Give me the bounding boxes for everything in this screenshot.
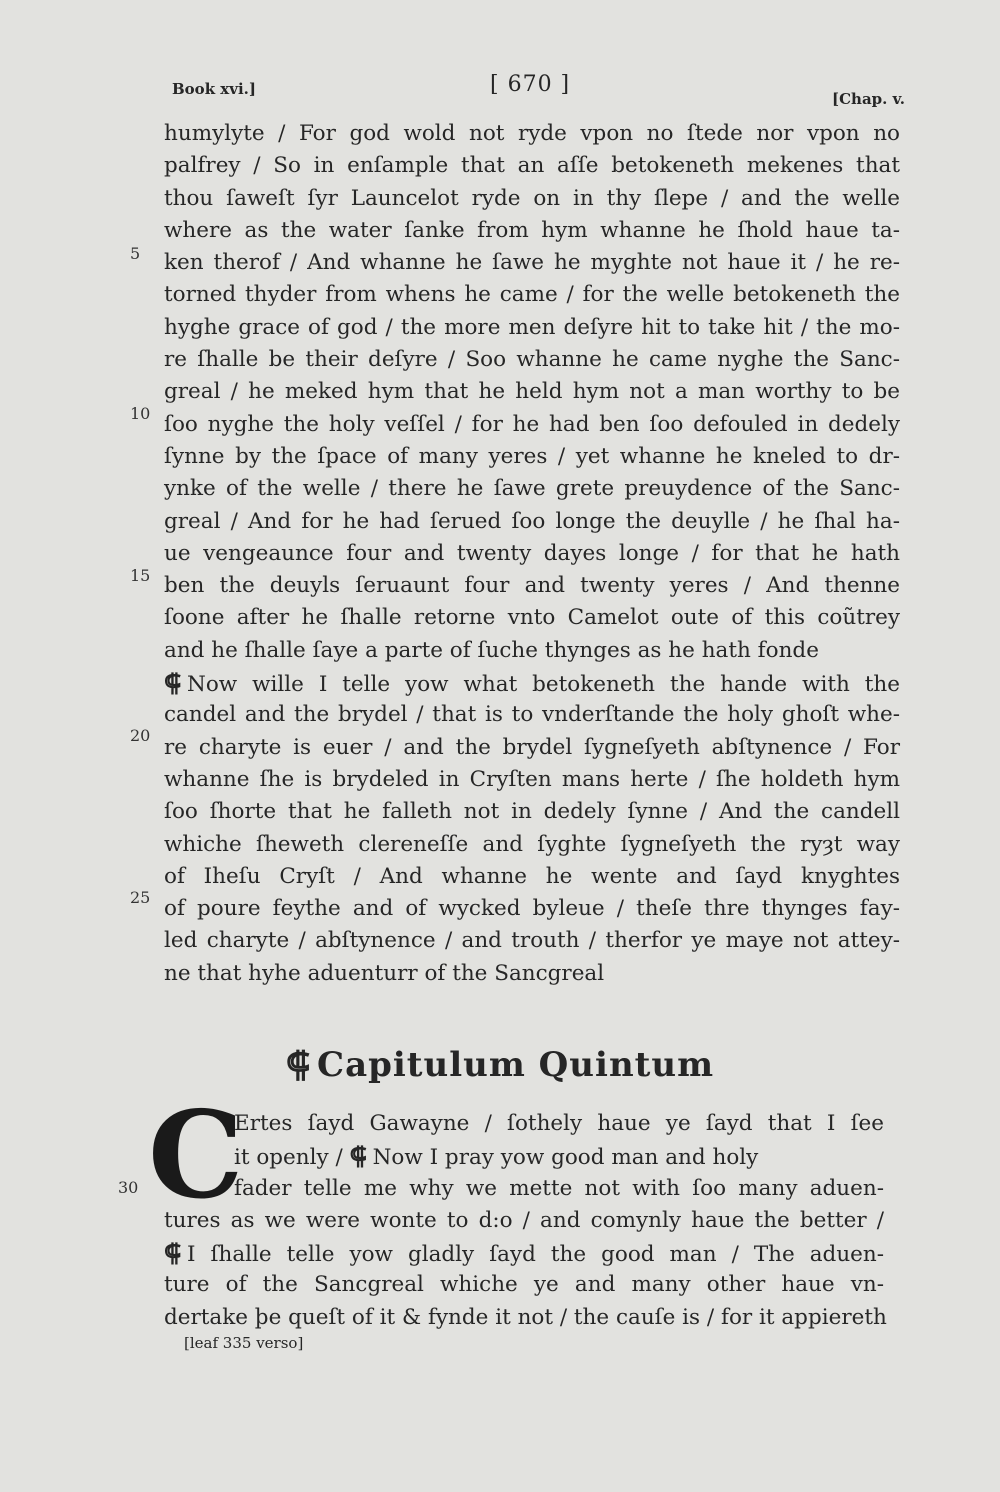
text-line: ue vengeaunce four and twenty dayes longe / for that he hath — [164, 540, 900, 566]
text-line: palfrey / So in enſample that an aſſe betokeneth mekenes that — [164, 153, 900, 179]
line-number-30: 30 — [118, 1178, 139, 1197]
body-text — [164, 118, 900, 990]
line-number-25: 25 — [130, 888, 151, 907]
paragraph-line — [234, 1140, 884, 1172]
text-span: Now I pray yow good man and holy — [372, 1145, 759, 1171]
text-span: I ſhalle telle yow gladly ſayd the good man / The aduen- — [187, 1242, 884, 1268]
text-line: where as the water ſanke from hym whanne he ſhold haue ta- — [164, 217, 900, 243]
text-line: re ſhalle be their deſyre / Soo whanne he came nyghe the Sanc- — [164, 347, 900, 373]
text-line: re charyte is euer / and the brydel ſygneſyeth abſtynence / For — [164, 734, 900, 760]
text-line: of poure feythe and of wycked byleue / theſe thre thynges fay- — [164, 896, 900, 922]
text-line: ſynne by the ſpace of many yeres / yet whanne he kneled to dr- — [164, 443, 900, 469]
chapter-heading — [0, 1040, 1000, 1086]
text-line: ſoone after he ſhalle retorne vnto Camelot oute of this coũtrey — [164, 605, 900, 631]
text-line: candel and the brydel / that is to vnderſtande the holy ghoſt whe- — [164, 702, 900, 728]
text-line: ture of the Sancgreal whiche ye and many other haue vn- — [164, 1272, 884, 1298]
text-span: Now wille I telle yow what betokeneth the hande with the — [187, 672, 900, 698]
text-line: Ertes ſayd Gawayne / ſothely haue ye ſayd that I ſee — [234, 1111, 884, 1136]
text-line: torned thyder from whens he came / for the welle betokeneth the — [164, 282, 900, 308]
text-line: ynke of the welle / there he ſawe grete preuydence of the Sanc- — [164, 476, 900, 502]
text-line: humylyte / For god wold not ryde vpon no ſtede nor vpon no — [164, 121, 900, 146]
paragraph-mark-icon: ⸿ — [164, 1238, 182, 1268]
line-number-15: 15 — [130, 566, 151, 585]
text-line: greal / he meked hym that he held hym not a man worthy to be — [164, 379, 900, 405]
line-number-10: 10 — [130, 404, 151, 423]
drop-capital: C — [148, 1085, 244, 1226]
text-line: ken therof / And whanne he ſawe he myghte not haue it / he re- — [164, 250, 900, 276]
text-line: dertake þe queſt of it & fynde it not / the cauſe is / for it appiereth — [164, 1304, 887, 1330]
running-head-book: Book xvi.] — [172, 80, 256, 98]
line-number-5: 5 — [130, 244, 141, 263]
text-line: of Iheſu Cryſt / And whanne he wente and ſayd knyghtes — [164, 863, 900, 889]
text-line: hyghe grace of god / the more men deſyre hit to take hit / the mo- — [164, 314, 900, 340]
chapter-text — [164, 1108, 887, 1334]
text-line: tures as we were wonte to d:o / and comynly haue the better / — [164, 1207, 884, 1233]
text-line: ſoo ſhorte that he falleth not in dedely ſynne / And the candell — [164, 799, 900, 825]
text-line: ben the deuyls ſeruaunt four and twenty yeres / And thenne — [164, 573, 900, 599]
text-line: whiche ſheweth clereneſſe and ſyghte ſygneſyeth the ryȝt way — [164, 831, 900, 857]
text-line: whanne ſhe is brydeled in Cryſten mans herte / ſhe holdeth hym — [164, 766, 900, 792]
paragraph-mark-icon: ⸿ — [285, 1045, 312, 1085]
text-line: ne that hyhe aduenturr of the Sancgreal — [164, 960, 605, 986]
paragraph-mark-icon: ⸿ — [349, 1141, 367, 1171]
text-line: greal / And for he had ſerued ſoo longe the deuylle / he ſhal ha- — [164, 508, 900, 534]
text-line: led charyte / abſtynence / and trouth / therfor ye maye not attey- — [164, 928, 900, 954]
paragraph-line — [164, 667, 900, 699]
page-number: [ 670 ] — [490, 72, 571, 97]
margin-note: [leaf 335 verso] — [184, 1334, 304, 1352]
line-number-20: 20 — [130, 726, 151, 745]
paragraph-mark-icon: ⸿ — [164, 668, 182, 698]
text-line: thou ſaweſt ſyr Launcelot ryde on in thy ſlepe / and the welle — [164, 185, 900, 211]
chapter-title: Capitulum Quintum — [317, 1045, 715, 1085]
text-line: ſoo nyghe the holy veſſel / for he had ben ſoo defouled in dedely — [164, 411, 900, 437]
paragraph-line — [164, 1237, 884, 1269]
text-span: it openly / — [234, 1145, 343, 1171]
text-line: fader telle me why we mette not with ſoo many aduen- — [234, 1175, 884, 1201]
running-head-chapter: [Chap. v. — [832, 90, 906, 108]
text-line: and he ſhalle ſaye a parte of ſuche thynges as he hath fonde — [164, 637, 819, 663]
